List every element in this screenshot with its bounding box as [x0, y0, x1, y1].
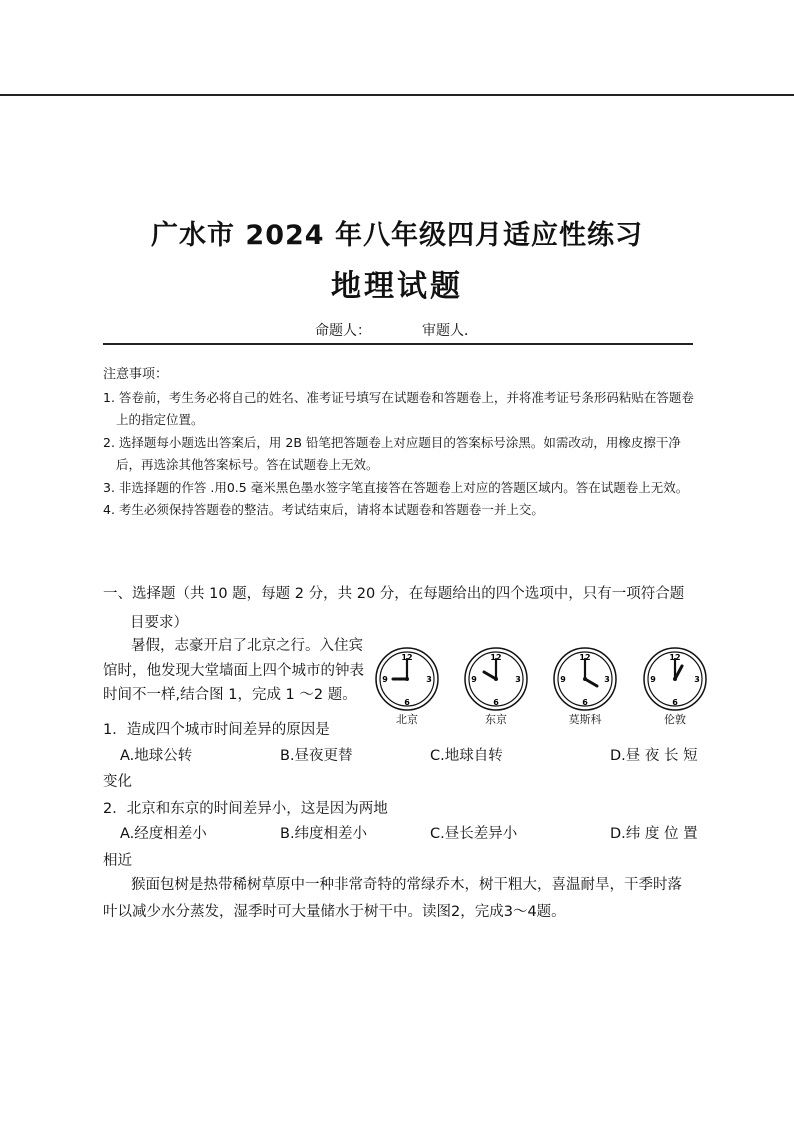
question-1-option-b: B.昼夜更替	[280, 748, 353, 764]
clock-number: 3	[426, 675, 432, 684]
notes-item: 1. 答卷前，考生务必将自己的姓名、准考证号填写在试题卷和答题卷上，并将准考证号条形码粘贴在答题卷上的指定位置。	[103, 389, 694, 427]
section-heading-line1: 一、选择题（共 10 题，每题 2 分，共 20 分，在每题给出的四个选项中，只有一项符合题	[103, 586, 685, 602]
notes-item: 2. 选择题每小题选出答案后，用 2B 铅笔把答题卷上对应题目的答案标号涂黑。如需改动，用橡皮擦干净后，再选涂其他答案标号。答在试题卷上无效。	[103, 434, 681, 472]
notes-heading: 注意事项：	[103, 367, 169, 382]
question-2-option-d: D.纬 度 位 置	[610, 826, 698, 842]
notes-item: 3. 非选择题的作答 .用0.5 毫米黑色墨水签字笔直接答在答题卷上对应的答题区域内。答在试题卷上无效。	[103, 479, 689, 495]
clock-label: 伦敦	[664, 713, 686, 726]
clock-number: 9	[382, 675, 388, 684]
header-divider	[103, 343, 693, 345]
passage-1-line: 暑假，志豪开启了北京之行。入住宾	[131, 638, 363, 654]
hour-hand	[585, 679, 597, 686]
clock-number: 6	[404, 698, 410, 707]
author-label: 命题人：	[315, 323, 371, 339]
notes-block	[103, 364, 703, 522]
passage-1-line: 馆时，他发现大堂墙面上四个城市的钟表	[103, 662, 364, 679]
reviewer-label: 审题人．	[422, 323, 478, 339]
clock-number: 6	[582, 698, 588, 707]
question-1-option-c: C.地球自转	[430, 748, 503, 764]
clock-number: 3	[515, 675, 521, 684]
clock-label: 北京	[396, 713, 418, 726]
passage-2-line: 猴面包树是热带稀树草原中一种非常奇特的常绿乔木，树干粗大，喜温耐旱，干季时落	[131, 877, 682, 893]
clock-number: 12	[579, 653, 591, 662]
clock-tokyo-icon	[463, 646, 529, 712]
notes-item: 4. 考生必须保持答题卷的整洁。考试结束后，请将本试题卷和答题卷一并上交。	[103, 502, 544, 517]
clock-number: 3	[694, 675, 700, 684]
subject-title: 地理试题	[331, 269, 463, 304]
clock-label: 东京	[485, 713, 507, 726]
exam-title: 广水市 2024 年八年级四月适应性练习	[151, 220, 643, 251]
clock-london-icon	[642, 646, 708, 712]
question-2-option-a: A.经度相差小	[120, 826, 207, 842]
question-2-option-c: C.昼长差异小	[430, 826, 518, 842]
clock-number: 12	[669, 653, 681, 662]
clock-beijing-icon	[374, 646, 440, 712]
passage-1-line: 时间不一样,结合图 1，完成 1 ～2 题。	[103, 687, 357, 703]
question-1-option-a: A.地球公转	[120, 748, 193, 764]
question-1-stem: 1．造成四个城市时间差异的原因是	[103, 722, 330, 738]
question-2-stem: 2．北京和东京的时间差异小，这是因为两地	[103, 801, 388, 817]
question-1-option-d-continuation: 变化	[103, 774, 132, 790]
clock-number: 3	[604, 675, 610, 684]
question-2-option-b: B.纬度相差小	[280, 826, 368, 842]
passage-2	[103, 872, 697, 926]
top-rule	[0, 94, 794, 96]
clock-moscow-icon	[552, 646, 618, 712]
passage-1	[103, 634, 373, 708]
clock-number: 12	[401, 653, 413, 662]
clock-number: 6	[672, 698, 678, 707]
clock-number: 9	[560, 675, 566, 684]
hour-hand	[484, 672, 496, 679]
question-2-option-d-continuation: 相近	[103, 853, 132, 869]
question-1-option-d: D.昼 夜 长 短	[610, 748, 698, 764]
section-heading	[103, 580, 698, 638]
clock-number: 6	[493, 698, 499, 707]
clock-number: 12	[490, 653, 502, 662]
clock-label: 莫斯科	[568, 713, 602, 726]
passage-2-line: 叶以减少水分蒸发，湿季时可大量储水于树干中。读图2，完成3～4题。	[103, 904, 566, 920]
section-heading-line2: 目要求）	[130, 615, 188, 631]
clock-number: 9	[650, 675, 656, 684]
clock-number: 9	[471, 675, 477, 684]
